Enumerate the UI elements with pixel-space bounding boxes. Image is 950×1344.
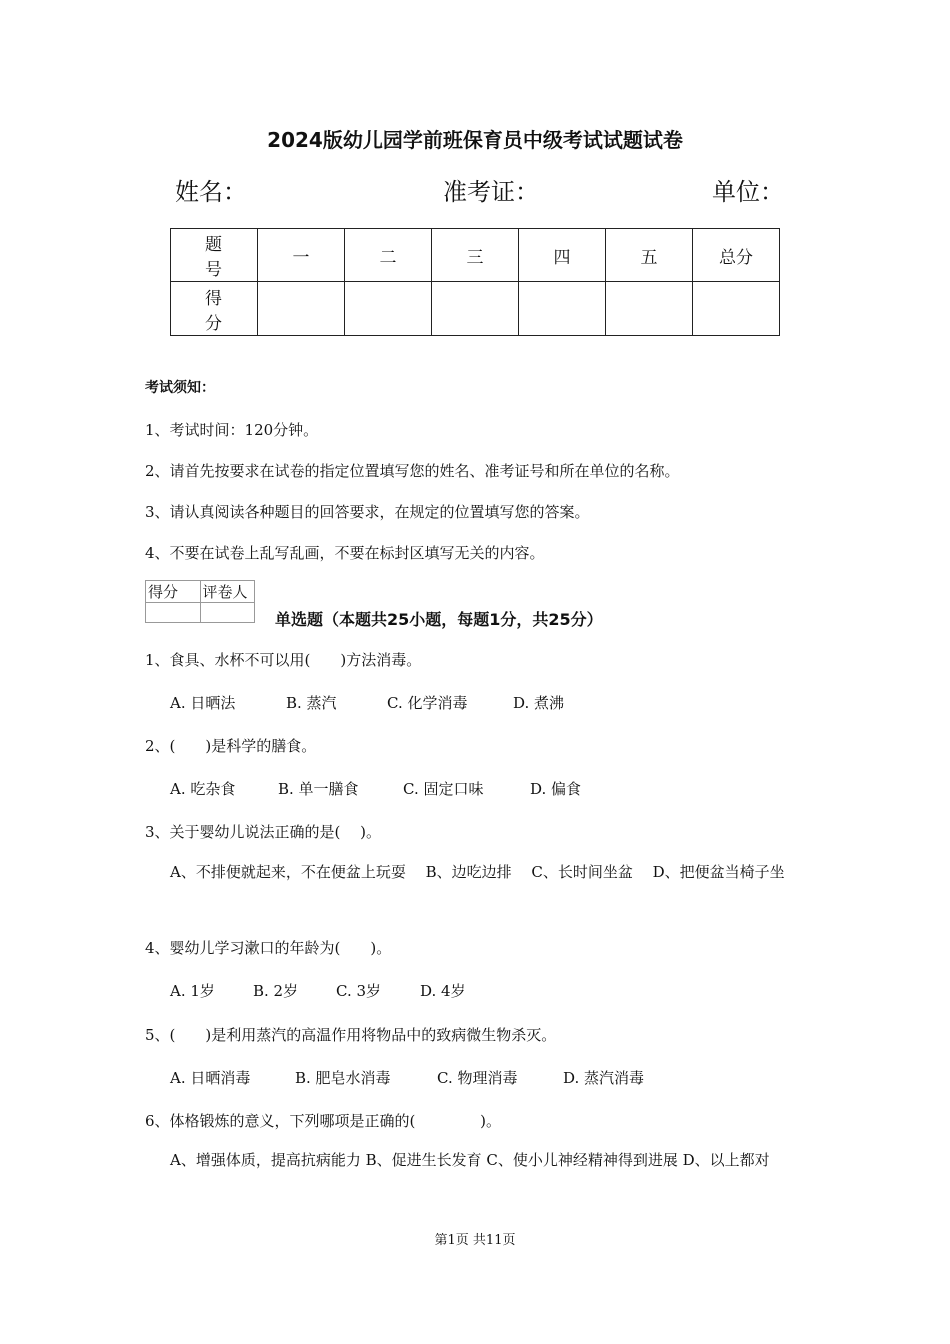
notice-heading: 考试须知： <box>145 380 215 396</box>
unit-field-label: 单位： <box>712 178 784 206</box>
notice-item: 1、考试时间：120分钟。 <box>145 421 319 439</box>
option: C. 固定口味 <box>403 780 484 798</box>
option: B. 单一膳食 <box>278 780 359 798</box>
score-entry-cell[interactable] <box>519 282 606 336</box>
page-footer: 第1页 共11页 <box>434 1233 516 1248</box>
option: D. 偏食 <box>530 780 582 798</box>
option: A. 吃杂食 <box>170 780 236 798</box>
notice-item: 3、请认真阅读各种题目的回答要求，在规定的位置填写您的答案。 <box>145 503 590 521</box>
score-table-header-row <box>171 229 780 282</box>
grader-score-label: 得分 <box>146 581 201 603</box>
option: A. 日晒法 <box>170 694 236 712</box>
option: D. 蒸汽消毒 <box>563 1069 645 1087</box>
option: C. 物理消毒 <box>437 1069 518 1087</box>
notice-item: 4、不要在试卷上乱写乱画，不要在标封区填写无关的内容。 <box>145 544 545 562</box>
grader-score-cell[interactable] <box>146 603 201 623</box>
name-field-label: 姓名： <box>175 178 247 206</box>
question-text: 6、体格锻炼的意义，下列哪项是正确的( )。 <box>145 1112 502 1130</box>
option: D. 4岁 <box>420 982 466 1000</box>
notice-item: 2、请首先按要求在试卷的指定位置填写您的姓名、准考证号和所在单位的名称。 <box>145 462 680 480</box>
score-entry-cell[interactable] <box>345 282 432 336</box>
question-text: 5、( )是利用蒸汽的高温作用将物品中的致病微生物杀灭。 <box>145 1026 557 1044</box>
score-table-cell: 一 <box>258 229 345 282</box>
option: C. 3岁 <box>336 982 382 1000</box>
option-line: A、不排便就起来，不在便盆上玩耍 B、边吃边排 C、长时间坐盆 D、把便盆当椅子坐 <box>170 863 785 881</box>
option: A. 日晒消毒 <box>170 1069 251 1087</box>
score-entry-cell[interactable] <box>606 282 693 336</box>
score-table-cell: 得 分 <box>171 282 258 336</box>
option: B. 蒸汽 <box>286 694 337 712</box>
score-table-cell: 五 <box>606 229 693 282</box>
score-entry-cell[interactable] <box>258 282 345 336</box>
score-table-cell: 二 <box>345 229 432 282</box>
score-table <box>170 228 780 336</box>
question-text: 4、婴幼儿学习漱口的年龄为( )。 <box>145 939 392 957</box>
grader-reviewer-cell[interactable] <box>200 603 255 623</box>
question-text: 1、食具、水杯不可以用( )方法消毒。 <box>145 651 422 669</box>
score-entry-cell[interactable] <box>693 282 780 336</box>
score-table-cell: 三 <box>432 229 519 282</box>
section-title: 单选题（本题共25小题，每题1分，共25分） <box>275 610 603 629</box>
option-line: A、增强体质，提高抗病能力 B、促进生长发育 C、使小儿神经精神得到进展 D、以上都对 <box>170 1151 770 1169</box>
question-text: 3、关于婴幼儿说法正确的是( )。 <box>145 823 382 841</box>
score-table-cell: 总分 <box>693 229 780 282</box>
option: C. 化学消毒 <box>387 694 468 712</box>
score-table-cell: 题 号 <box>171 229 258 282</box>
option: A. 1岁 <box>170 982 215 1000</box>
option: D. 煮沸 <box>513 694 565 712</box>
page-title: 2024版幼儿园学前班保育员中级考试试题试卷 <box>267 128 683 152</box>
grader-box <box>145 580 255 623</box>
option: B. 肥皂水消毒 <box>295 1069 391 1087</box>
score-entry-cell[interactable] <box>432 282 519 336</box>
score-table-score-row <box>171 282 780 336</box>
grader-reviewer-label: 评卷人 <box>200 581 255 603</box>
question-text: 2、( )是科学的膳食。 <box>145 737 317 755</box>
option: B. 2岁 <box>253 982 299 1000</box>
exam-id-field-label: 准考证： <box>443 178 539 206</box>
score-table-cell: 四 <box>519 229 606 282</box>
